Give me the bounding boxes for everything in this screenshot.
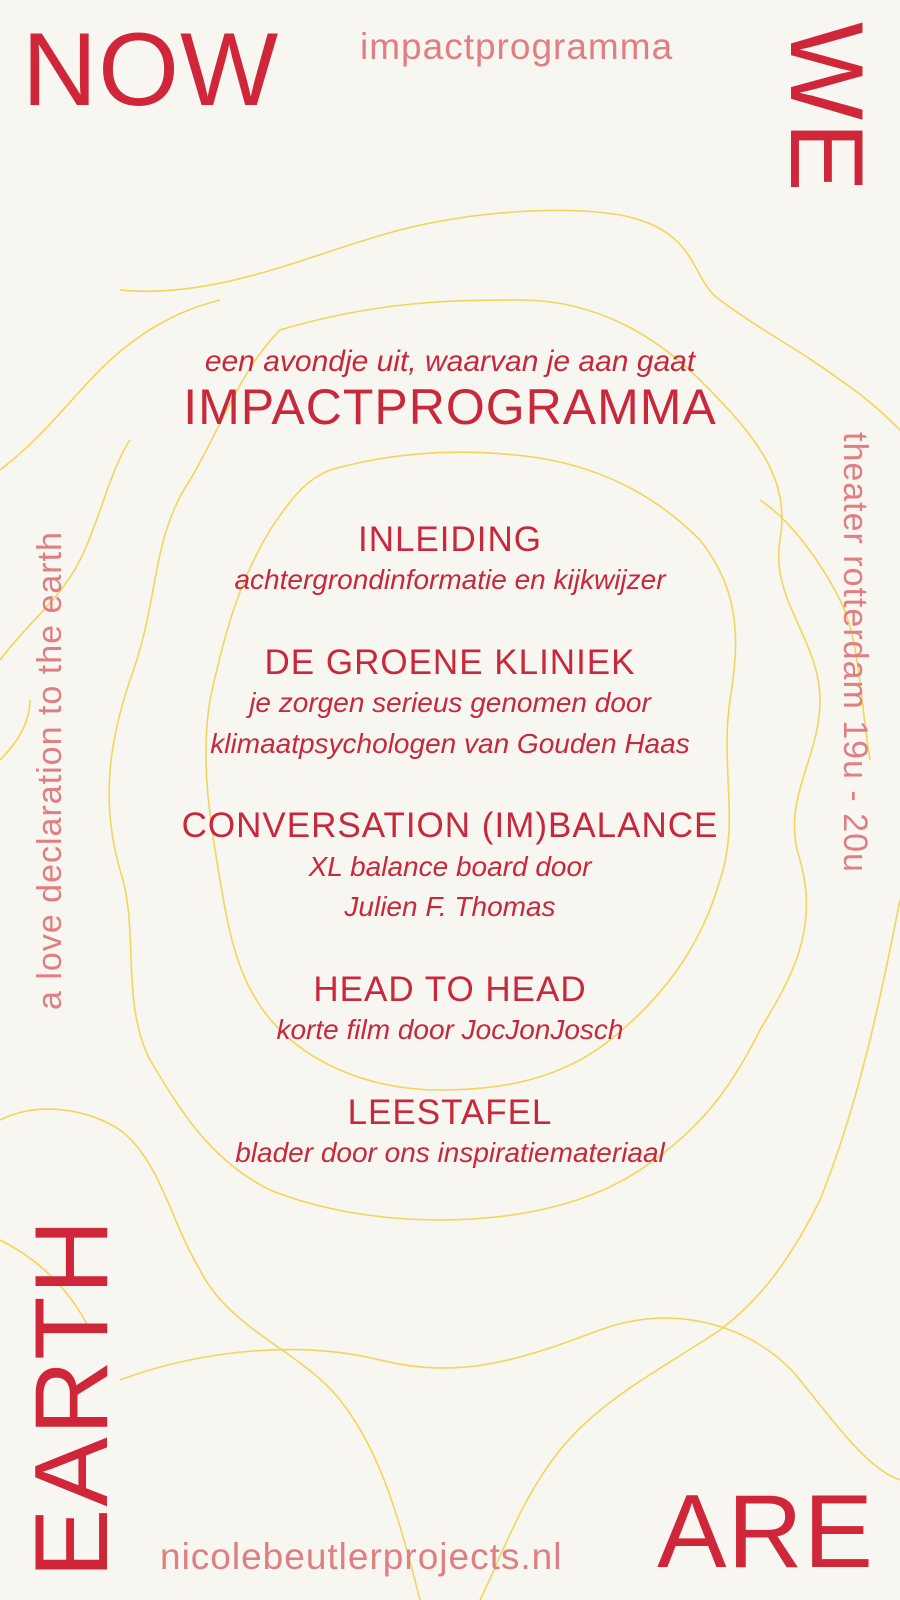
program-block [120, 345, 780, 1215]
corner-word-we: WE [768, 22, 884, 194]
program-item-title: CONVERSATION (IM)BALANCE [181, 806, 719, 846]
program-list [120, 520, 780, 1173]
program-item-leestafel [120, 1093, 780, 1174]
side-tagline: a love declaration to the earth [31, 531, 69, 1010]
program-item-description: je zorgen serieus genomen door [249, 687, 651, 719]
header-label: impactprogramma [360, 26, 674, 67]
program-item-title: HEAD TO HEAD [313, 969, 587, 1009]
side-venue-time: theater rotterdam 19u - 20u [836, 432, 874, 873]
contour-line-bottom [0, 1240, 900, 1480]
program-item-description: Julien F. Thomas [344, 891, 556, 923]
program-item-description: achtergrondinformatie en kijkwijzer [234, 564, 666, 596]
program-title: IMPACTPROGRAMMA [183, 379, 717, 435]
corner-word-earth: EARTH [14, 1217, 130, 1578]
program-item-description: XL balance board door [308, 850, 592, 882]
footer-url[interactable]: nicolebeutlerprojects.nl [160, 1536, 563, 1577]
corner-word-are: ARE [657, 1474, 874, 1590]
corner-word-now: NOW [22, 12, 280, 128]
program-item-title: DE GROENE KLINIEK [264, 642, 636, 682]
program-item-groene-kliniek [120, 643, 780, 764]
program-item-description: klimaatpsychologen van Gouden Haas [210, 727, 690, 759]
program-item-description: blader door ons inspiratiemateriaal [235, 1136, 665, 1168]
program-item-title: LEESTAFEL [347, 1092, 553, 1132]
program-item-description: korte film door JocJonJosch [276, 1013, 624, 1045]
program-item-title: INLEIDING [357, 520, 543, 559]
program-intro: een avondje uit, waarvan je aan gaat [204, 345, 696, 378]
program-item-head-to-head [120, 970, 780, 1051]
program-item-conversation-imbalance [120, 806, 780, 927]
program-item-inleiding [120, 520, 780, 601]
